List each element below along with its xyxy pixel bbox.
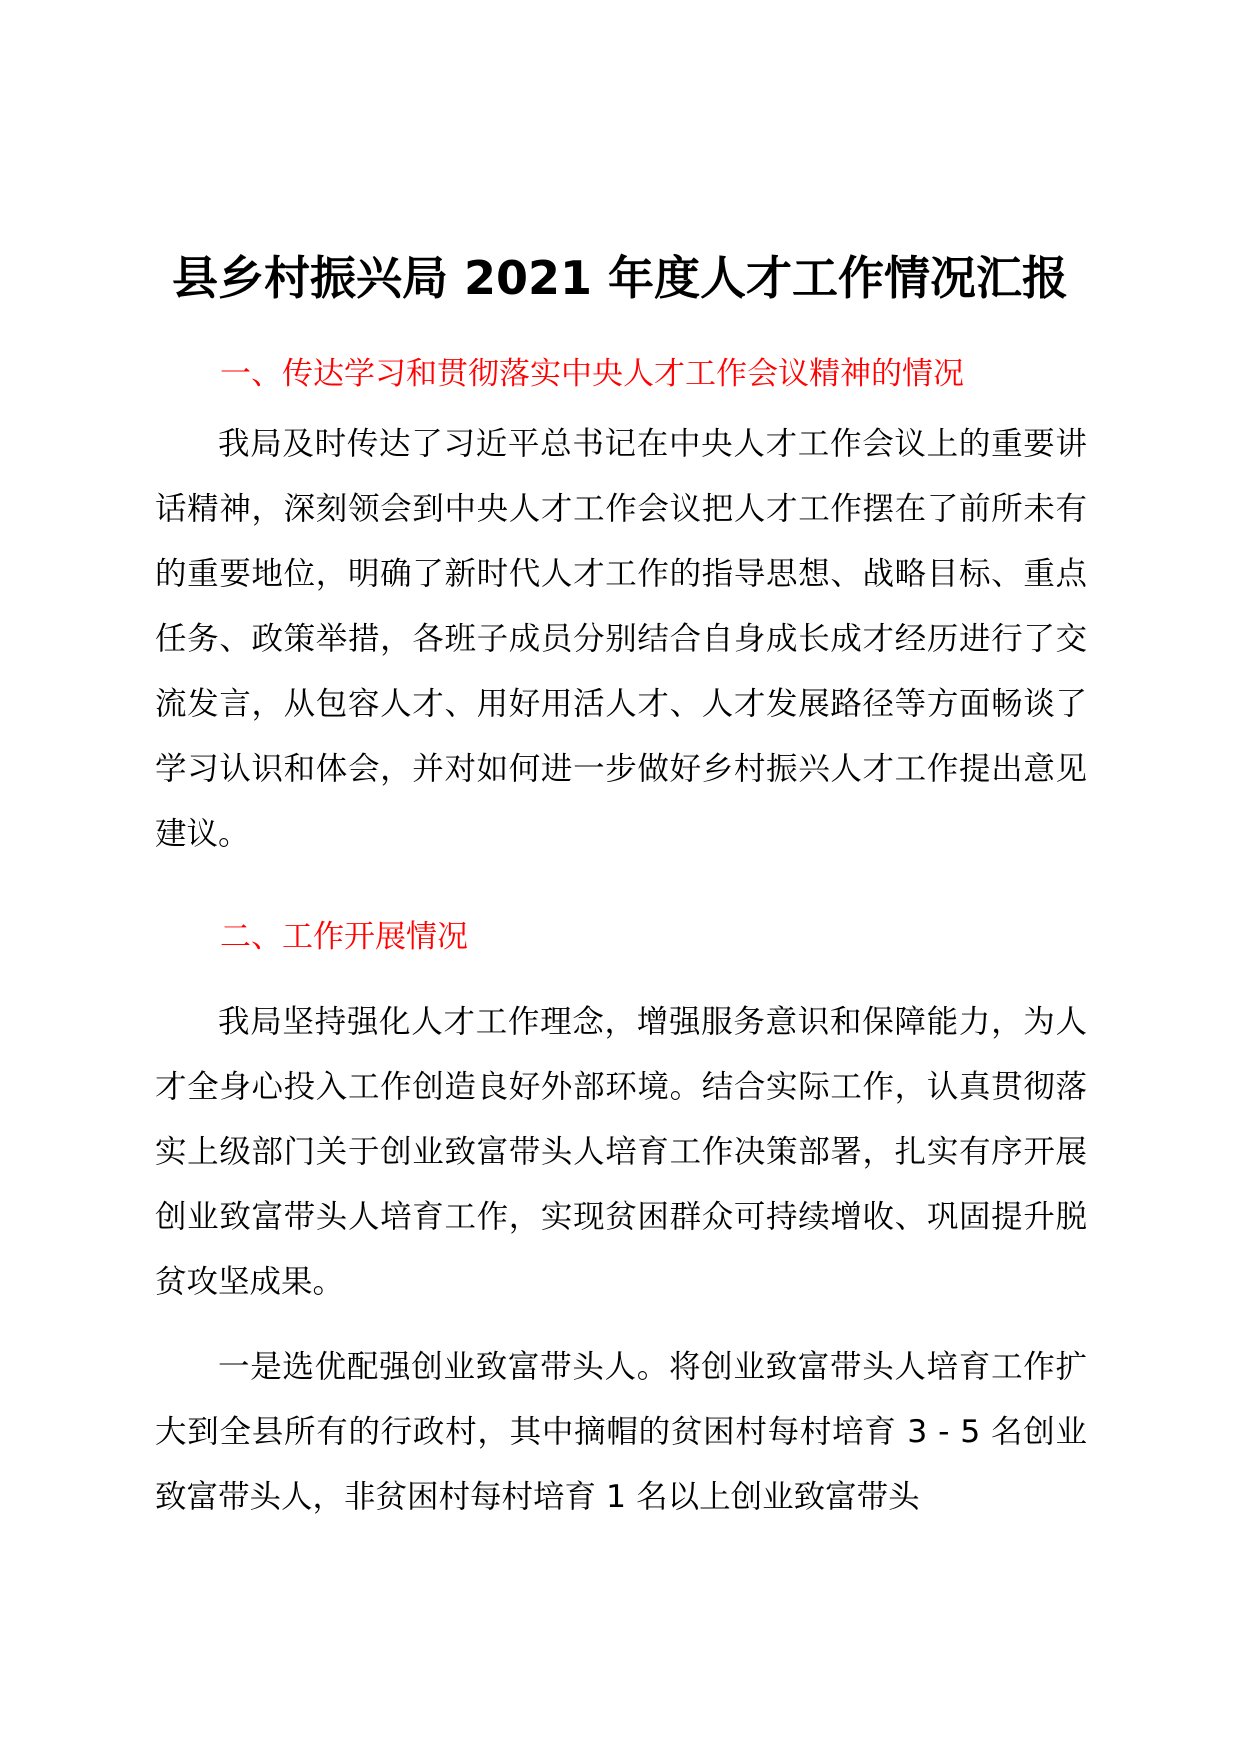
section-2-heading: 二、工作开展情况 xyxy=(220,919,468,955)
section-1-paragraph: 我局及时传达了习近平总书记在中央人才工作会议上的重要讲话精神，深刻领会到中央人才工作会议把人才工作摆在了前所未有的重要地位，明确了新时代人才工作的指导思想、战略目标、重点任务、政策举措，各班子成员分别结合自身成长成才经历进行了交流发言，从包容人才、用好用活人才、人才发展路径等方面畅谈了学习认识和体会，并对如何进一步做好乡村振兴人才工作提出意见建议。 xyxy=(155,426,1087,852)
section-1-heading: 一、传达学习和贯彻落实中央人才工作会议精神的情况 xyxy=(220,356,964,392)
section-2-paragraph-2: 一是选优配强创业致富带头人。将创业致富带头人培育工作扩大到全县所有的行政村，其中摘帽的贫困村每村培育 3 - 5 名创业致富带头人，非贫困村每村培育 1 名以上创业致富带头 xyxy=(155,1349,1087,1515)
document-title: 县乡村振兴局 2021 年度人才工作情况汇报 xyxy=(171,251,1069,305)
section-2-paragraph-1: 我局坚持强化人才工作理念，增强服务意识和保障能力，为人才全身心投入工作创造良好外部环境。结合实际工作，认真贯彻落实上级部门关于创业致富带头人培育工作决策部署，扎实有序开展创业致富带头人培育工作，实现贫困群众可持续增收、巩固提升脱贫攻坚成果。 xyxy=(155,1004,1087,1300)
